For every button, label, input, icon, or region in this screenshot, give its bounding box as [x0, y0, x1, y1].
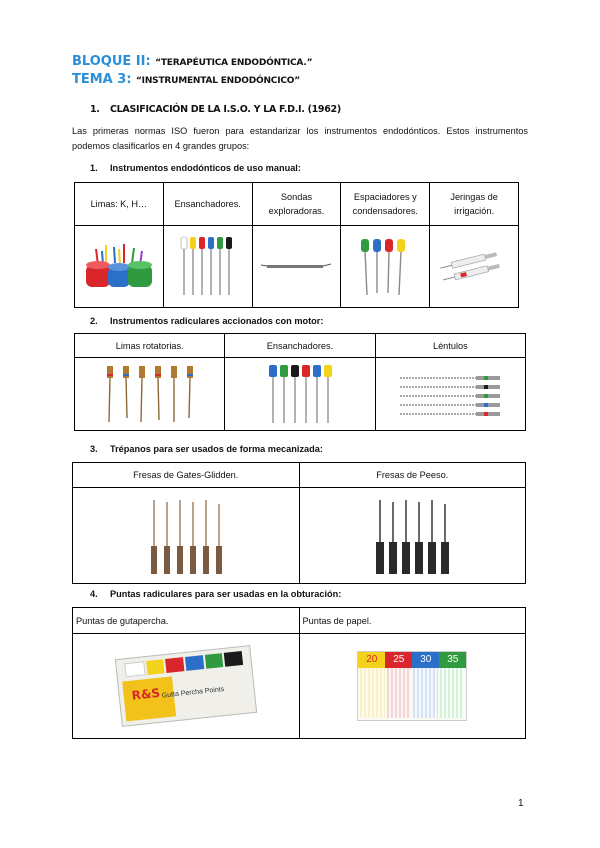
gutapercha-product: Gutta Percha Points: [161, 686, 225, 700]
page-number: 1: [518, 798, 524, 809]
gutapercha-photo: [73, 634, 300, 739]
paper-size-20: 20: [358, 652, 385, 668]
cell-ensanchadores: Ensanchadores.: [163, 183, 252, 226]
ensanchadores-motor-photo: [225, 358, 375, 431]
group-number: 1.: [90, 163, 98, 173]
puntas-table: [72, 607, 526, 739]
section-heading: [90, 104, 341, 115]
lentulos-photo: [375, 358, 525, 431]
cell-peeso: Fresas de Peeso.: [299, 463, 526, 488]
cell-gates-glidden: Fresas de Gates-Glidden.: [73, 463, 300, 488]
espaciadores-photo: [341, 226, 430, 308]
paper-size-30: 30: [412, 652, 439, 668]
group-4-heading: [90, 589, 341, 599]
intro-paragraph: Las primeras normas ISO fueron para estandarizar los instrumentos endodónticos. Estos instrumentos podemos clasificarlos en 4 grandes grupos:: [72, 126, 528, 151]
gutapercha-brand: R&S: [130, 685, 161, 703]
cell-ensanchadores-motor: Ensanchadores.: [225, 334, 375, 358]
paper-size-35: 35: [439, 652, 466, 668]
group-title: Instrumentos radiculares accionados con motor:: [110, 316, 324, 326]
tema-tag: TEMA 3:: [72, 72, 132, 87]
limas-rotatorias-photo: [75, 358, 225, 431]
cell-papel: Puntas de papel.: [299, 608, 526, 634]
group-2-heading: [90, 316, 323, 326]
jeringas-photo: [430, 226, 519, 308]
tema-title: “INSTRUMENTAL ENDODÓNCICO”: [135, 76, 300, 86]
cell-jeringas: Jeringas de irrigación.: [430, 183, 519, 226]
limas-photo: [75, 226, 164, 308]
group-number: 3.: [90, 444, 98, 454]
peeso-photo: [299, 488, 526, 584]
paper-size-25: 25: [385, 652, 412, 668]
cell-espaciadores: Espaciadores y condensadores.: [341, 183, 430, 226]
cell-limas-rotatorias: Limas rotatorias.: [75, 334, 225, 358]
group-title: Puntas radiculares para ser usadas en la obturación:: [110, 589, 342, 599]
motor-instruments-table: [74, 333, 526, 431]
tema-heading: [72, 70, 300, 88]
section-number: 1.: [90, 104, 100, 115]
group-title: Trépanos para ser usados de forma mecanizada:: [110, 444, 323, 454]
section-title: CLASIFICACIÓN DE LA I.S.O. Y LA F.D.I. (1962): [110, 104, 341, 115]
group-3-heading: [90, 444, 323, 454]
gates-glidden-photo: [73, 488, 300, 584]
ensanchadores-photo: [163, 226, 252, 308]
cell-sondas: Sondas exploradoras.: [252, 183, 341, 226]
bloque-heading: [72, 52, 312, 70]
sonda-photo: [252, 226, 341, 308]
cell-lentulos: Léntulos: [375, 334, 525, 358]
manual-instruments-table: [74, 182, 519, 308]
bloque-title: “TERAPÉUTICA ENDODÓNTICA.”: [155, 58, 313, 68]
group-title: Instrumentos endodónticos de uso manual:: [110, 163, 301, 173]
group-number: 4.: [90, 589, 98, 599]
group-1-heading: [90, 163, 301, 173]
bloque-tag: BLOQUE II:: [72, 54, 151, 69]
trepanos-table: [72, 462, 526, 584]
cell-gutapercha: Puntas de gutapercha.: [73, 608, 300, 634]
papel-photo: [299, 634, 526, 739]
cell-limas: Limas: K, H…: [75, 183, 164, 226]
group-number: 2.: [90, 316, 98, 326]
